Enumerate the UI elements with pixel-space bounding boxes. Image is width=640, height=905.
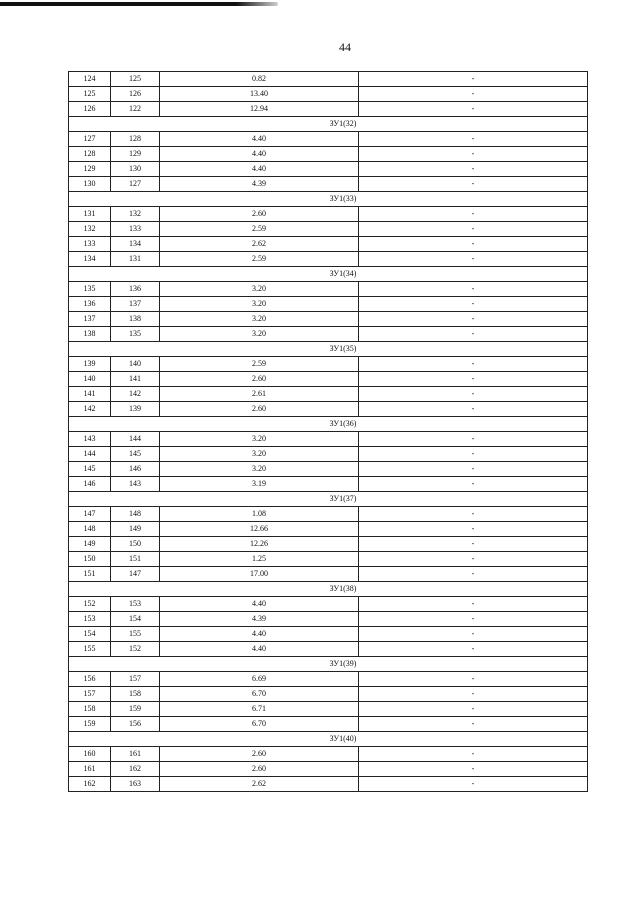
note-cell: - [359,207,588,222]
note-cell: - [359,102,588,117]
note-cell: - [359,327,588,342]
point-from-cell: 147 [69,507,111,522]
group-label: ЗУ1(38) [69,582,588,597]
point-to-cell: 129 [111,147,160,162]
length-cell: 6.70 [160,717,359,732]
length-cell: 4.40 [160,147,359,162]
point-to-cell: 155 [111,627,160,642]
coordinates-table [68,71,588,792]
note-cell: - [359,552,588,567]
group-label: ЗУ1(39) [69,657,588,672]
point-from-cell: 154 [69,627,111,642]
point-from-cell: 132 [69,222,111,237]
note-cell: - [359,297,588,312]
point-to-cell: 134 [111,237,160,252]
table-row [69,357,588,372]
point-to-cell: 154 [111,612,160,627]
point-from-cell: 156 [69,672,111,687]
note-cell: - [359,372,588,387]
note-cell: - [359,612,588,627]
point-to-cell: 138 [111,312,160,327]
length-cell: 3.19 [160,477,359,492]
table-row [69,567,588,582]
point-to-cell: 130 [111,162,160,177]
length-cell: 4.40 [160,132,359,147]
point-to-cell: 163 [111,777,160,792]
table-row [69,312,588,327]
point-from-cell: 141 [69,387,111,402]
note-cell: - [359,237,588,252]
point-from-cell: 133 [69,237,111,252]
length-cell: 2.61 [160,387,359,402]
point-from-cell: 138 [69,327,111,342]
point-from-cell: 128 [69,147,111,162]
point-to-cell: 126 [111,87,160,102]
table-row [69,222,588,237]
table-row [69,747,588,762]
point-to-cell: 131 [111,252,160,267]
point-from-cell: 146 [69,477,111,492]
table-body [69,72,588,792]
table-row [69,522,588,537]
point-from-cell: 157 [69,687,111,702]
point-to-cell: 149 [111,522,160,537]
group-label: ЗУ1(36) [69,417,588,432]
point-from-cell: 151 [69,567,111,582]
table-row [69,87,588,102]
length-cell: 3.20 [160,432,359,447]
note-cell: - [359,387,588,402]
note-cell: - [359,627,588,642]
note-cell: - [359,747,588,762]
table-row [69,327,588,342]
note-cell: - [359,402,588,417]
table-row [69,687,588,702]
point-to-cell: 159 [111,702,160,717]
table-row [69,102,588,117]
note-cell: - [359,717,588,732]
table-row [69,372,588,387]
point-to-cell: 132 [111,207,160,222]
point-to-cell: 122 [111,102,160,117]
point-from-cell: 125 [69,87,111,102]
table-row [69,387,588,402]
length-cell: 2.62 [160,237,359,252]
note-cell: - [359,147,588,162]
length-cell: 4.40 [160,162,359,177]
length-cell: 3.20 [160,297,359,312]
length-cell: 2.60 [160,762,359,777]
point-to-cell: 127 [111,177,160,192]
point-from-cell: 142 [69,402,111,417]
length-cell: 1.08 [160,507,359,522]
table-row [69,507,588,522]
group-label: ЗУ1(32) [69,117,588,132]
note-cell: - [359,87,588,102]
table-row [69,462,588,477]
table-row [69,702,588,717]
point-from-cell: 159 [69,717,111,732]
point-to-cell: 140 [111,357,160,372]
note-cell: - [359,222,588,237]
group-label: ЗУ1(33) [69,192,588,207]
point-from-cell: 137 [69,312,111,327]
point-to-cell: 137 [111,297,160,312]
note-cell: - [359,357,588,372]
length-cell: 4.39 [160,177,359,192]
length-cell: 2.62 [160,777,359,792]
table-row [69,147,588,162]
point-from-cell: 145 [69,462,111,477]
length-cell: 2.59 [160,357,359,372]
group-header-row [69,192,588,207]
note-cell: - [359,432,588,447]
point-to-cell: 142 [111,387,160,402]
group-header-row [69,492,588,507]
note-cell: - [359,762,588,777]
point-to-cell: 128 [111,132,160,147]
length-cell: 2.60 [160,747,359,762]
point-to-cell: 152 [111,642,160,657]
table-row [69,282,588,297]
group-header-row [69,657,588,672]
table-row [69,717,588,732]
point-from-cell: 135 [69,282,111,297]
table-row [69,402,588,417]
table-row [69,207,588,222]
point-from-cell: 162 [69,777,111,792]
note-cell: - [359,507,588,522]
group-header-row [69,342,588,357]
group-label: ЗУ1(34) [69,267,588,282]
point-to-cell: 133 [111,222,160,237]
point-from-cell: 143 [69,432,111,447]
point-to-cell: 153 [111,597,160,612]
point-from-cell: 139 [69,357,111,372]
table-row [69,627,588,642]
point-to-cell: 157 [111,672,160,687]
length-cell: 6.71 [160,702,359,717]
table-row [69,237,588,252]
length-cell: 4.40 [160,642,359,657]
note-cell: - [359,567,588,582]
point-to-cell: 146 [111,462,160,477]
point-to-cell: 139 [111,402,160,417]
point-from-cell: 160 [69,747,111,762]
table-row [69,297,588,312]
group-header-row [69,417,588,432]
note-cell: - [359,162,588,177]
point-to-cell: 148 [111,507,160,522]
point-to-cell: 136 [111,282,160,297]
length-cell: 2.60 [160,372,359,387]
length-cell: 12.66 [160,522,359,537]
group-header-row [69,117,588,132]
point-from-cell: 124 [69,72,111,87]
note-cell: - [359,597,588,612]
point-from-cell: 155 [69,642,111,657]
group-header-row [69,732,588,747]
group-header-row [69,267,588,282]
group-header-row [69,582,588,597]
note-cell: - [359,312,588,327]
length-cell: 0.82 [160,72,359,87]
note-cell: - [359,132,588,147]
point-from-cell: 144 [69,447,111,462]
point-to-cell: 141 [111,372,160,387]
note-cell: - [359,672,588,687]
note-cell: - [359,777,588,792]
length-cell: 1.25 [160,552,359,567]
note-cell: - [359,522,588,537]
point-to-cell: 158 [111,687,160,702]
length-cell: 6.69 [160,672,359,687]
note-cell: - [359,447,588,462]
note-cell: - [359,462,588,477]
length-cell: 4.40 [160,627,359,642]
length-cell: 2.60 [160,207,359,222]
point-to-cell: 156 [111,717,160,732]
point-from-cell: 140 [69,372,111,387]
point-from-cell: 149 [69,537,111,552]
length-cell: 2.60 [160,402,359,417]
group-label: ЗУ1(35) [69,342,588,357]
length-cell: 13.40 [160,87,359,102]
point-from-cell: 136 [69,297,111,312]
table-row [69,597,588,612]
table-row [69,552,588,567]
length-cell: 12.94 [160,102,359,117]
table-row [69,612,588,627]
point-to-cell: 144 [111,432,160,447]
note-cell: - [359,177,588,192]
length-cell: 4.40 [160,597,359,612]
length-cell: 12.26 [160,537,359,552]
point-to-cell: 145 [111,447,160,462]
table-row [69,537,588,552]
table-row [69,672,588,687]
length-cell: 3.20 [160,327,359,342]
table-row [69,642,588,657]
note-cell: - [359,642,588,657]
note-cell: - [359,537,588,552]
point-to-cell: 147 [111,567,160,582]
note-cell: - [359,702,588,717]
point-from-cell: 158 [69,702,111,717]
group-label: ЗУ1(37) [69,492,588,507]
length-cell: 3.20 [160,447,359,462]
note-cell: - [359,282,588,297]
point-from-cell: 134 [69,252,111,267]
note-cell: - [359,252,588,267]
table-row [69,162,588,177]
table-row [69,762,588,777]
length-cell: 17.00 [160,567,359,582]
table-row [69,72,588,87]
point-to-cell: 161 [111,747,160,762]
note-cell: - [359,687,588,702]
point-from-cell: 148 [69,522,111,537]
group-label: ЗУ1(40) [69,732,588,747]
point-to-cell: 162 [111,762,160,777]
note-cell: - [359,477,588,492]
point-to-cell: 143 [111,477,160,492]
length-cell: 4.39 [160,612,359,627]
length-cell: 3.20 [160,462,359,477]
note-cell: - [359,72,588,87]
table-row [69,132,588,147]
table-row [69,447,588,462]
length-cell: 3.20 [160,282,359,297]
length-cell: 2.59 [160,252,359,267]
point-from-cell: 126 [69,102,111,117]
point-to-cell: 151 [111,552,160,567]
table-row [69,432,588,447]
table-row [69,477,588,492]
point-from-cell: 153 [69,612,111,627]
scan-edge-mark [0,2,278,6]
length-cell: 6.70 [160,687,359,702]
point-to-cell: 125 [111,72,160,87]
table-row [69,252,588,267]
point-from-cell: 152 [69,597,111,612]
point-from-cell: 131 [69,207,111,222]
point-to-cell: 135 [111,327,160,342]
table-row [69,777,588,792]
point-from-cell: 150 [69,552,111,567]
table-row [69,177,588,192]
point-from-cell: 129 [69,162,111,177]
length-cell: 2.59 [160,222,359,237]
point-from-cell: 130 [69,177,111,192]
point-from-cell: 161 [69,762,111,777]
page-number: 44 [339,40,351,54]
point-to-cell: 150 [111,537,160,552]
point-from-cell: 127 [69,132,111,147]
length-cell: 3.20 [160,312,359,327]
